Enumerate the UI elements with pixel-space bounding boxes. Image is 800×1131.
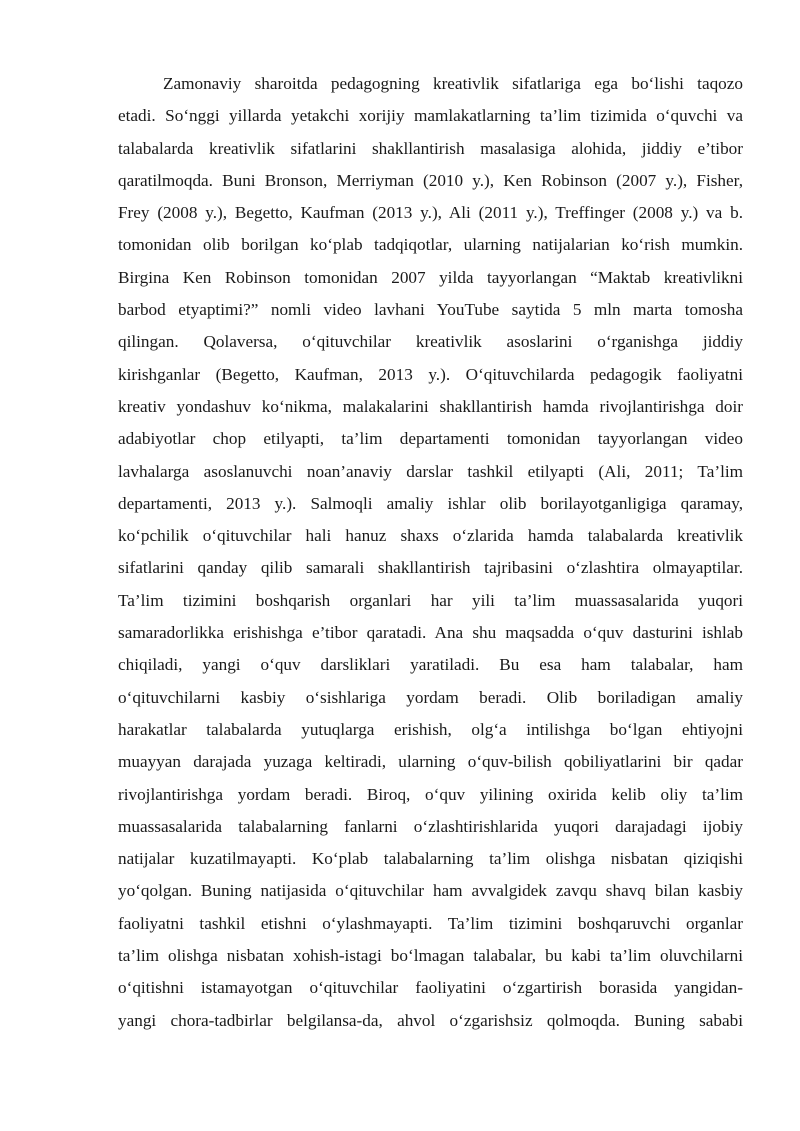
paragraph-line: qaratilmoqda. Buni Bronson, Merriyman (2010 y.), Ken Robinson (2007 y.), Fisher, xyxy=(118,170,743,190)
paragraph-line: etadi. So‘nggi yillarda yetakchi xorijiy mamlakatlarning ta’lim tizimida o‘quvchi va xyxy=(118,106,743,126)
paragraph-line: o‘qitishni istamayotgan o‘qituvchilar faoliyatini o‘zgartirish borasida yangidan- xyxy=(118,978,743,998)
paragraph-line: harakatlar talabalarda yutuqlarga erishish, olg‘a intilishga bo‘lgan ehtiyojni xyxy=(118,719,743,739)
paragraph-line: chiqiladi, yangi o‘quv darsliklari yaratiladi. Bu esa ham talabalar, ham xyxy=(118,655,743,675)
paragraph-line: tomonidan olib borilgan ko‘plab tadqiqotlar, ularning natijalarian ko‘rish mumkin. xyxy=(118,235,743,255)
paragraph-line: Birgina Ken Robinson tomonidan 2007 yilda tayyorlangan “Maktab kreativlikni xyxy=(118,267,743,287)
paragraph-line: natijalar kuzatilmayapti. Ko‘plab talabalarning ta’lim olishga nisbatan qiziqishi xyxy=(118,849,743,869)
paragraph-line: qilingan. Qolaversa, o‘qituvchilar kreativlik asoslarini o‘rganishga jiddiy xyxy=(118,332,743,352)
paragraph-line: sifatlarini qanday qilib samarali shakllantirish tajribasini o‘zlashtira olmayaptilar. xyxy=(118,558,743,578)
paragraph-line: rivojlantirishga yordam beradi. Biroq, o‘quv yilining oxirida kelib oliy ta’lim xyxy=(118,784,743,804)
paragraph-line: o‘qituvchilarni kasbiy o‘sishlariga yordam beradi. Olib boriladigan amaliy xyxy=(118,687,743,707)
paragraph-line: adabiyotlar chop etilyapti, ta’lim departamenti tomonidan tayyorlangan video xyxy=(118,429,743,449)
paragraph-line: kreativ yondashuv ko‘nikma, malakalarini shakllantirish hamda rivojlantirishga doir xyxy=(118,396,743,416)
paragraph-line: barbod etyaptimi?” nomli video lavhani YouTube saytida 5 mln marta tomosha xyxy=(118,300,743,320)
paragraph-line: yo‘qolgan. Buning natijasida o‘qituvchilar ham avvalgidek zavqu shavq bilan kasbiy xyxy=(118,881,743,901)
paragraph-line: kirishganlar (Begetto, Kaufman, 2013 y.). O‘qituvchilarda pedagogik faoliyatni xyxy=(118,364,743,384)
paragraph-line: muayyan darajada yuzaga keltiradi, ularning o‘quv-bilish qobiliyatlarini bir qadar xyxy=(118,752,743,772)
paragraph-line: lavhalarga asoslanuvchi noan’anaviy darslar tashkil etilyapti (Ali, 2011; Ta’lim xyxy=(118,461,743,481)
paragraph-line: talabalarda kreativlik sifatlarini shakllantirish masalasiga alohida, jiddiy e’tibor xyxy=(118,138,743,158)
paragraph-line: Ta’lim tizimini boshqarish organlari har yili ta’lim muassasalarida yuqori xyxy=(118,590,743,610)
paragraph-line: muassasalarida talabalarning fanlarni o‘zlashtirishlarida yuqori darajadagi ijobiy xyxy=(118,816,743,836)
paragraph-line: ko‘pchilik o‘qituvchilar hali hanuz shaxs o‘zlarida hamda talabalarda kreativlik xyxy=(118,526,743,546)
paragraph-line: departamenti, 2013 y.). Salmoqli amaliy ishlar olib borilayotganligiga qaramay, xyxy=(118,493,743,513)
paragraph-line: samaradorlikka erishishga e’tibor qaratadi. Ana shu maqsadda o‘quv dasturini ishlab xyxy=(118,623,743,643)
paragraph-line: Frey (2008 y.), Begetto, Kaufman (2013 y.), Ali (2011 y.), Treffinger (2008 y.) va b. xyxy=(118,203,743,223)
paragraph-line: ta’lim olishga nisbatan xohish-istagi bo‘lmagan talabalar, bu kabi ta’lim oluvchilarni xyxy=(118,946,743,966)
body-paragraph xyxy=(118,68,743,1037)
paragraph-line: Zamonaviy sharoitda pedagogning kreativlik sifatlariga ega bo‘lishi taqozo xyxy=(163,74,743,93)
paragraph-line: yangi chora-tadbirlar belgilansa-da, ahvol o‘zgarishsiz qolmoqda. Buning sababi xyxy=(118,1010,743,1030)
paragraph-line: faoliyatni tashkil etishni o‘ylashmayapti. Ta’lim tizimini boshqaruvchi organlar xyxy=(118,913,743,933)
